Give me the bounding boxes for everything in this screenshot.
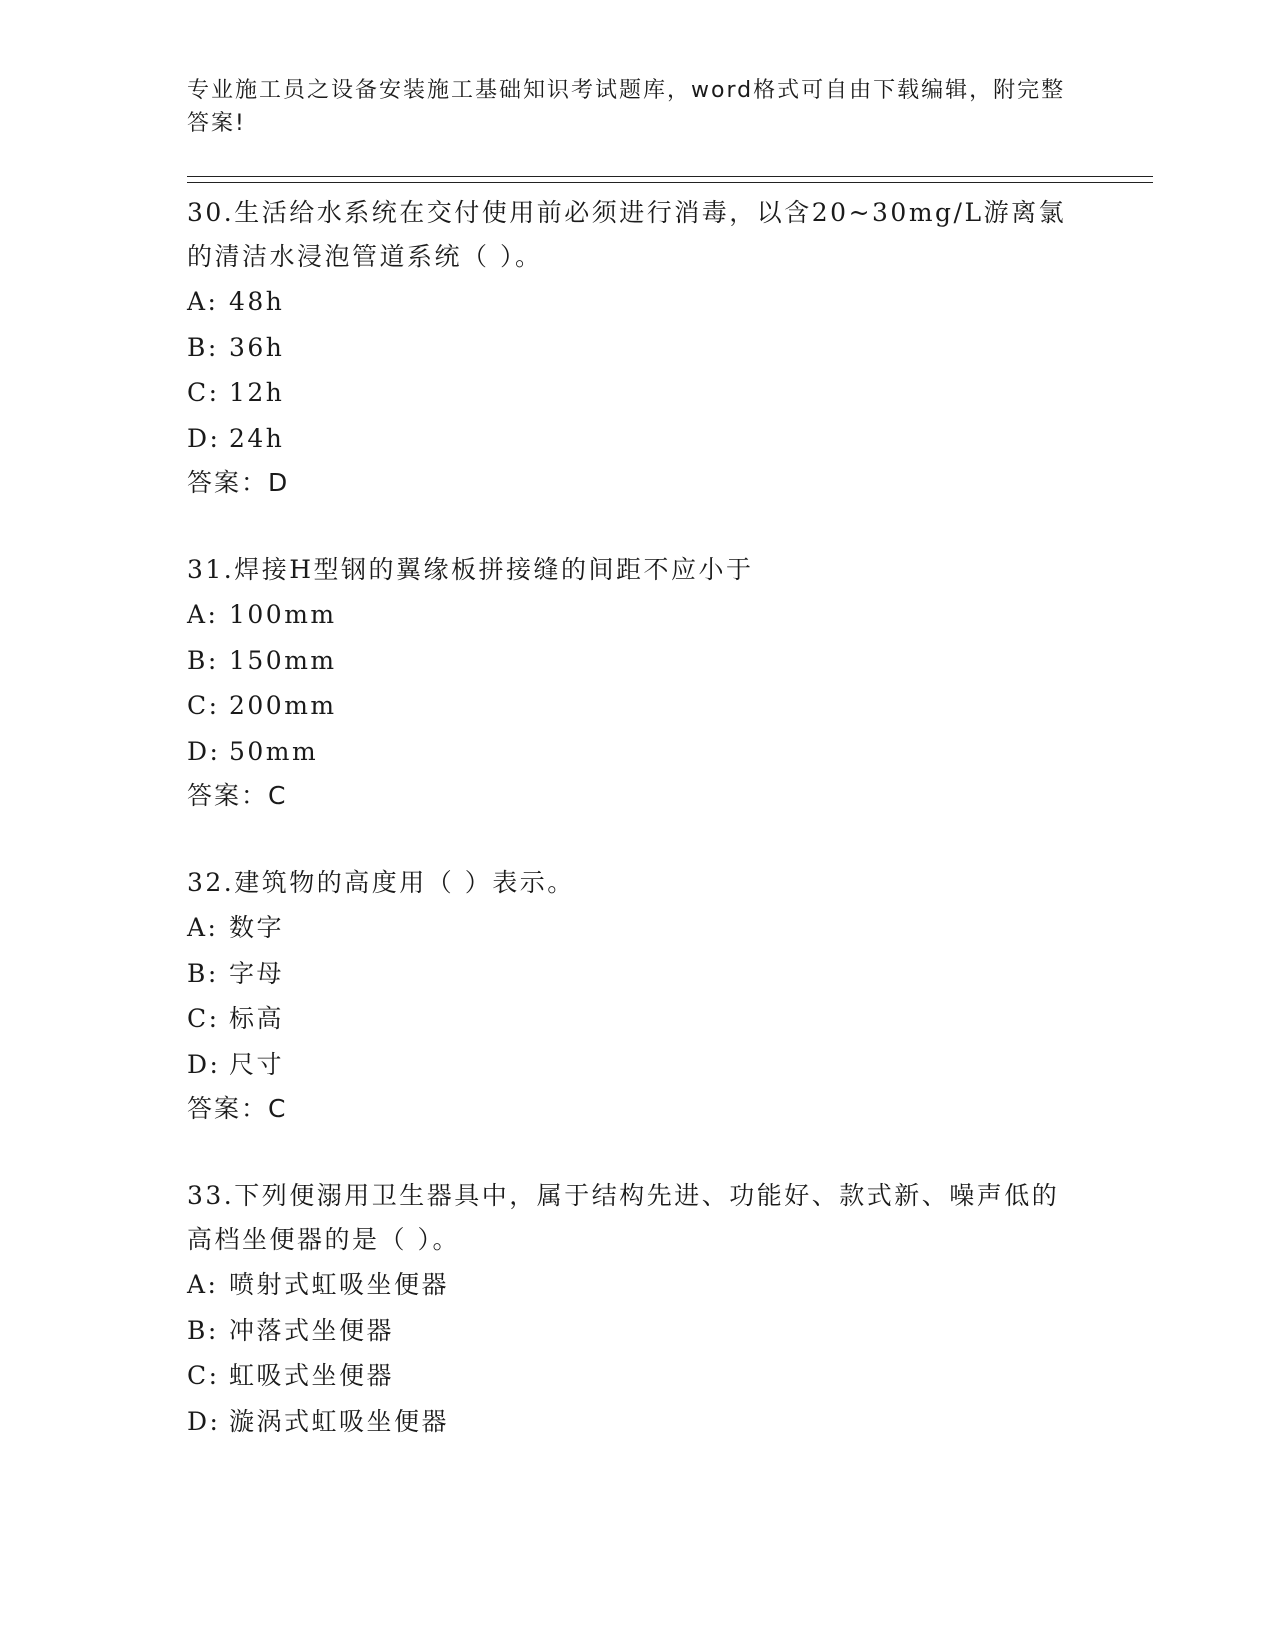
option-key: C: bbox=[187, 378, 220, 407]
question-33 bbox=[187, 1174, 1087, 1444]
option-text: 24h bbox=[229, 423, 285, 453]
option-text: 漩涡式虹吸坐便器 bbox=[229, 1406, 450, 1436]
question-31 bbox=[187, 548, 1087, 818]
option-text: 喷射式虹吸坐便器 bbox=[229, 1270, 450, 1299]
header-rule-top bbox=[187, 176, 1153, 177]
option-c bbox=[187, 370, 1087, 416]
option-b bbox=[187, 638, 1087, 684]
option-b bbox=[187, 325, 1087, 371]
answer: 答案：C bbox=[187, 781, 288, 810]
option-a bbox=[187, 905, 1087, 951]
question-stem: 32.建筑物的高度用（ ）表示。 bbox=[187, 868, 575, 897]
option-key: A: bbox=[187, 1270, 219, 1299]
option-key: D: bbox=[187, 1406, 221, 1436]
option-a bbox=[187, 279, 1087, 325]
option-c bbox=[187, 683, 1087, 729]
option-key: C: bbox=[187, 691, 220, 720]
option-text: 数字 bbox=[229, 913, 285, 942]
option-text: 48h bbox=[229, 287, 285, 316]
option-key: B: bbox=[187, 332, 219, 362]
option-text: 字母 bbox=[229, 958, 285, 988]
option-text: 100mm bbox=[229, 600, 337, 629]
option-b bbox=[187, 1308, 1087, 1354]
option-key: D: bbox=[187, 736, 221, 766]
option-d bbox=[187, 416, 1087, 462]
option-text: 冲落式坐便器 bbox=[229, 1315, 395, 1345]
option-key: D: bbox=[187, 423, 221, 453]
question-stem: 33.下列便溺用卫生器具中，属于结构先进、功能好、款式新、噪声低的高档坐便器的是（ ）。 bbox=[187, 1181, 1060, 1254]
option-a bbox=[187, 1262, 1087, 1308]
option-d bbox=[187, 729, 1087, 775]
option-text: 36h bbox=[229, 332, 285, 362]
option-text: 150mm bbox=[229, 645, 337, 675]
question-30 bbox=[187, 191, 1087, 505]
question-32 bbox=[187, 861, 1087, 1131]
option-d bbox=[187, 1042, 1087, 1088]
option-text: 标高 bbox=[229, 1004, 285, 1033]
option-key: B: bbox=[187, 1315, 219, 1345]
option-text: 尺寸 bbox=[229, 1049, 285, 1079]
question-stem: 30.生活给水系统在交付使用前必须进行消毒，以含20~30mg/L游离氯的清洁水浸泡管道系统（ ）。 bbox=[187, 198, 1067, 271]
option-key: B: bbox=[187, 958, 219, 988]
question-list bbox=[187, 191, 1087, 1487]
option-key: A: bbox=[187, 913, 219, 942]
option-key: C: bbox=[187, 1004, 220, 1033]
document-header: 专业施工员之设备安装施工基础知识考试题库，word格式可自由下载编辑，附完整答案! bbox=[187, 78, 1066, 136]
option-key: D: bbox=[187, 1049, 221, 1079]
option-text: 虹吸式坐便器 bbox=[229, 1361, 395, 1390]
option-key: A: bbox=[187, 600, 219, 629]
option-d bbox=[187, 1399, 1087, 1445]
question-stem: 31.焊接H型钢的翼缘板拼接缝的间距不应小于 bbox=[187, 555, 754, 584]
option-c bbox=[187, 1353, 1087, 1399]
option-text: 12h bbox=[229, 378, 285, 407]
option-key: C: bbox=[187, 1361, 220, 1390]
header-rule-bottom bbox=[187, 182, 1153, 183]
option-key: B: bbox=[187, 645, 219, 675]
answer: 答案：D bbox=[187, 468, 290, 497]
option-text: 200mm bbox=[229, 691, 337, 720]
option-a bbox=[187, 592, 1087, 638]
option-key: A: bbox=[187, 287, 219, 316]
answer: 答案：C bbox=[187, 1094, 288, 1123]
option-b bbox=[187, 951, 1087, 997]
option-c bbox=[187, 996, 1087, 1042]
option-text: 50mm bbox=[229, 736, 319, 766]
